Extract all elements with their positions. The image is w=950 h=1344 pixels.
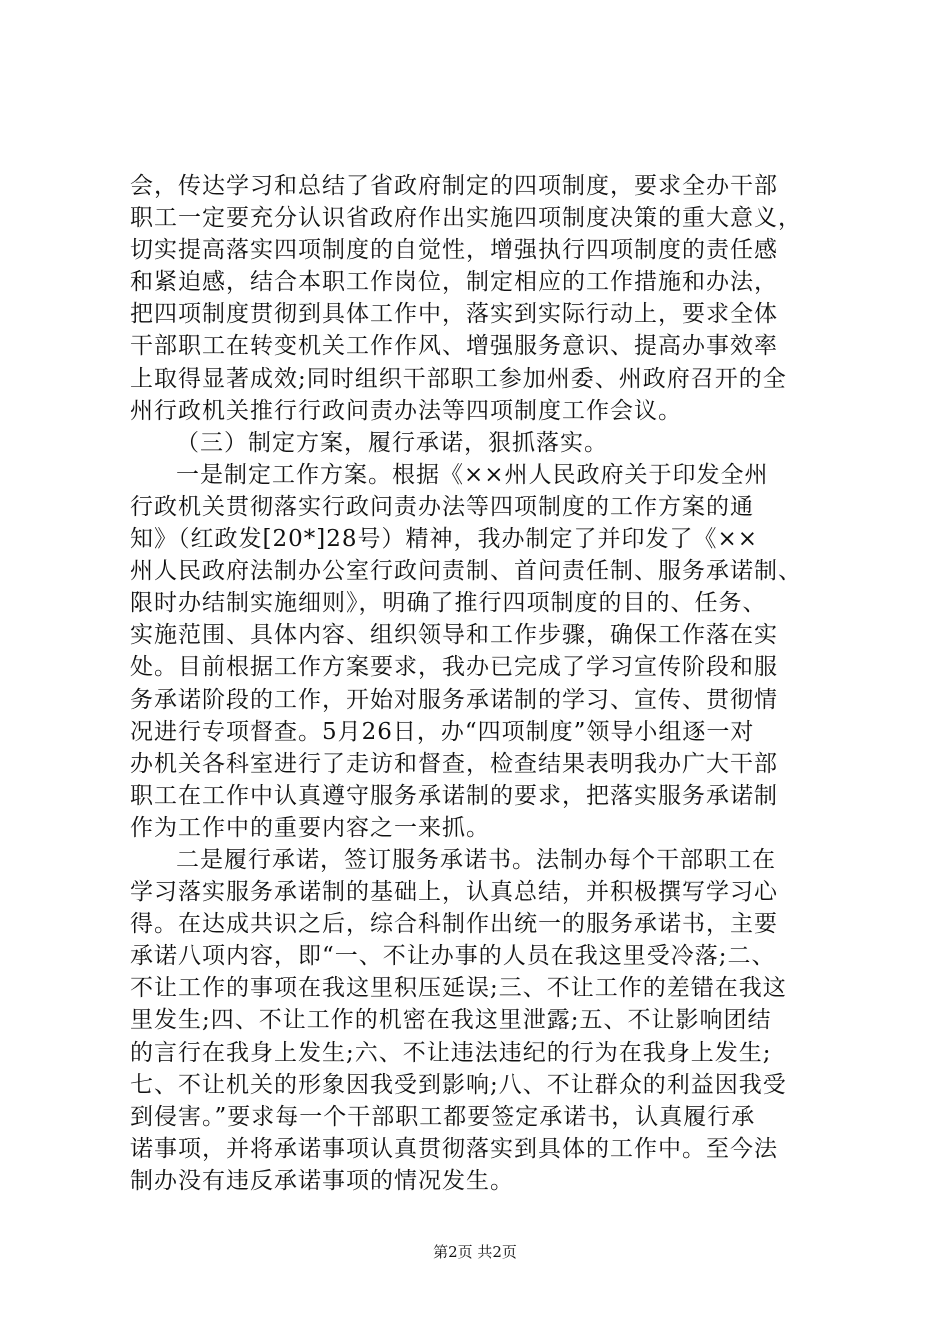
text-line: 的言行在我身上发生;六、不让违法违纪的行为在我身上发生;: [130, 1039, 772, 1066]
text-line: 和紧迫感，结合本职工作岗位，制定相应的工作措施和办法，: [130, 269, 778, 296]
text-line: 里发生;四、不让工作的机密在我这里泄露;五、不让影响团结: [130, 1007, 772, 1034]
section-heading: （三）制定方案，履行承诺，狠抓落实。: [176, 429, 608, 456]
text-line: 况进行专项督查。5月26日，办“四项制度”领导小组逐一对: [130, 718, 755, 745]
text-line: 把四项制度贯彻到具体工作中，落实到实际行动上，要求全体: [130, 301, 778, 328]
text-line: 处。目前根据工作方案要求，我办已完成了学习宣传阶段和服: [130, 654, 778, 681]
text-line: 一是制定工作方案。根据《××州人民政府关于印发全州: [176, 461, 769, 488]
text-line: 到侵害。”要求每一个干部职工都要签定承诺书，认真履行承: [130, 1103, 756, 1130]
text-line: 上取得显著成效;同时组织干部职工参加州委、州政府召开的全: [130, 365, 787, 392]
text-line: 二是履行承诺，签订服务承诺书。法制办每个干部职工在: [176, 846, 776, 873]
text-line: 得。在达成共识之后，综合科制作出统一的服务承诺书，主要: [130, 911, 778, 938]
text-line: 州行政机关推行行政问责办法等四项制度工作会议。: [130, 397, 682, 424]
text-line: 实施范围、具体内容、组织领导和工作步骤，确保工作落在实: [130, 622, 778, 649]
document-body: [130, 170, 830, 1197]
text-line: 职工在工作中认真遵守服务承诺制的要求，把落实服务承诺制: [130, 782, 778, 809]
text-line: 不让工作的事项在我这里积压延误;三、不让工作的差错在我这: [130, 975, 787, 1002]
text-line: 制办没有违反承诺事项的情况发生。: [130, 1167, 514, 1194]
text-line: 承诺八项内容，即“一、不让办事的人员在我这里受冷落;二、: [130, 943, 776, 970]
text-line: 会，传达学习和总结了省政府制定的四项制度，要求全办干部: [130, 173, 778, 199]
text-line: 干部职工在转变机关工作作风、增强服务意识、提高办事效率: [130, 333, 778, 360]
text-line: 限时办结制实施细则》，明确了推行四项制度的目的、任务、: [130, 590, 767, 617]
text-line: 务承诺阶段的工作，开始对服务承诺制的学习、宣传、贯彻情: [130, 686, 778, 713]
text-line: 学习落实服务承诺制的基础上，认真总结，并积极撰写学习心: [130, 879, 778, 906]
page-number-footer: 第2页 共2页: [433, 1243, 517, 1261]
text-line: 七、不让机关的形象因我受到影响;八、不让群众的利益因我受: [130, 1071, 787, 1098]
text-line: 切实提高落实四项制度的自觉性，增强执行四项制度的责任感: [130, 237, 778, 264]
text-line: 作为工作中的重要内容之一来抓。: [130, 814, 490, 841]
text-line: 行政机关贯彻落实行政问责办法等四项制度的工作方案的通: [130, 493, 754, 520]
text-line: 办机关各科室进行了走访和督查，检查结果表明我办广大干部: [130, 750, 778, 777]
text-line: 诺事项，并将承诺事项认真贯彻落实到具体的工作中。至今法: [130, 1135, 778, 1162]
text-line: 知》（红政发[20*]28号）精神，我办制定了并印发了《××: [130, 526, 759, 553]
text-line: 职工一定要充分认识省政府作出实施四项制度决策的重大意义，: [130, 205, 802, 232]
text-line: 州人民政府法制办公室行政问责制、首问责任制、服务承诺制、: [130, 558, 802, 585]
